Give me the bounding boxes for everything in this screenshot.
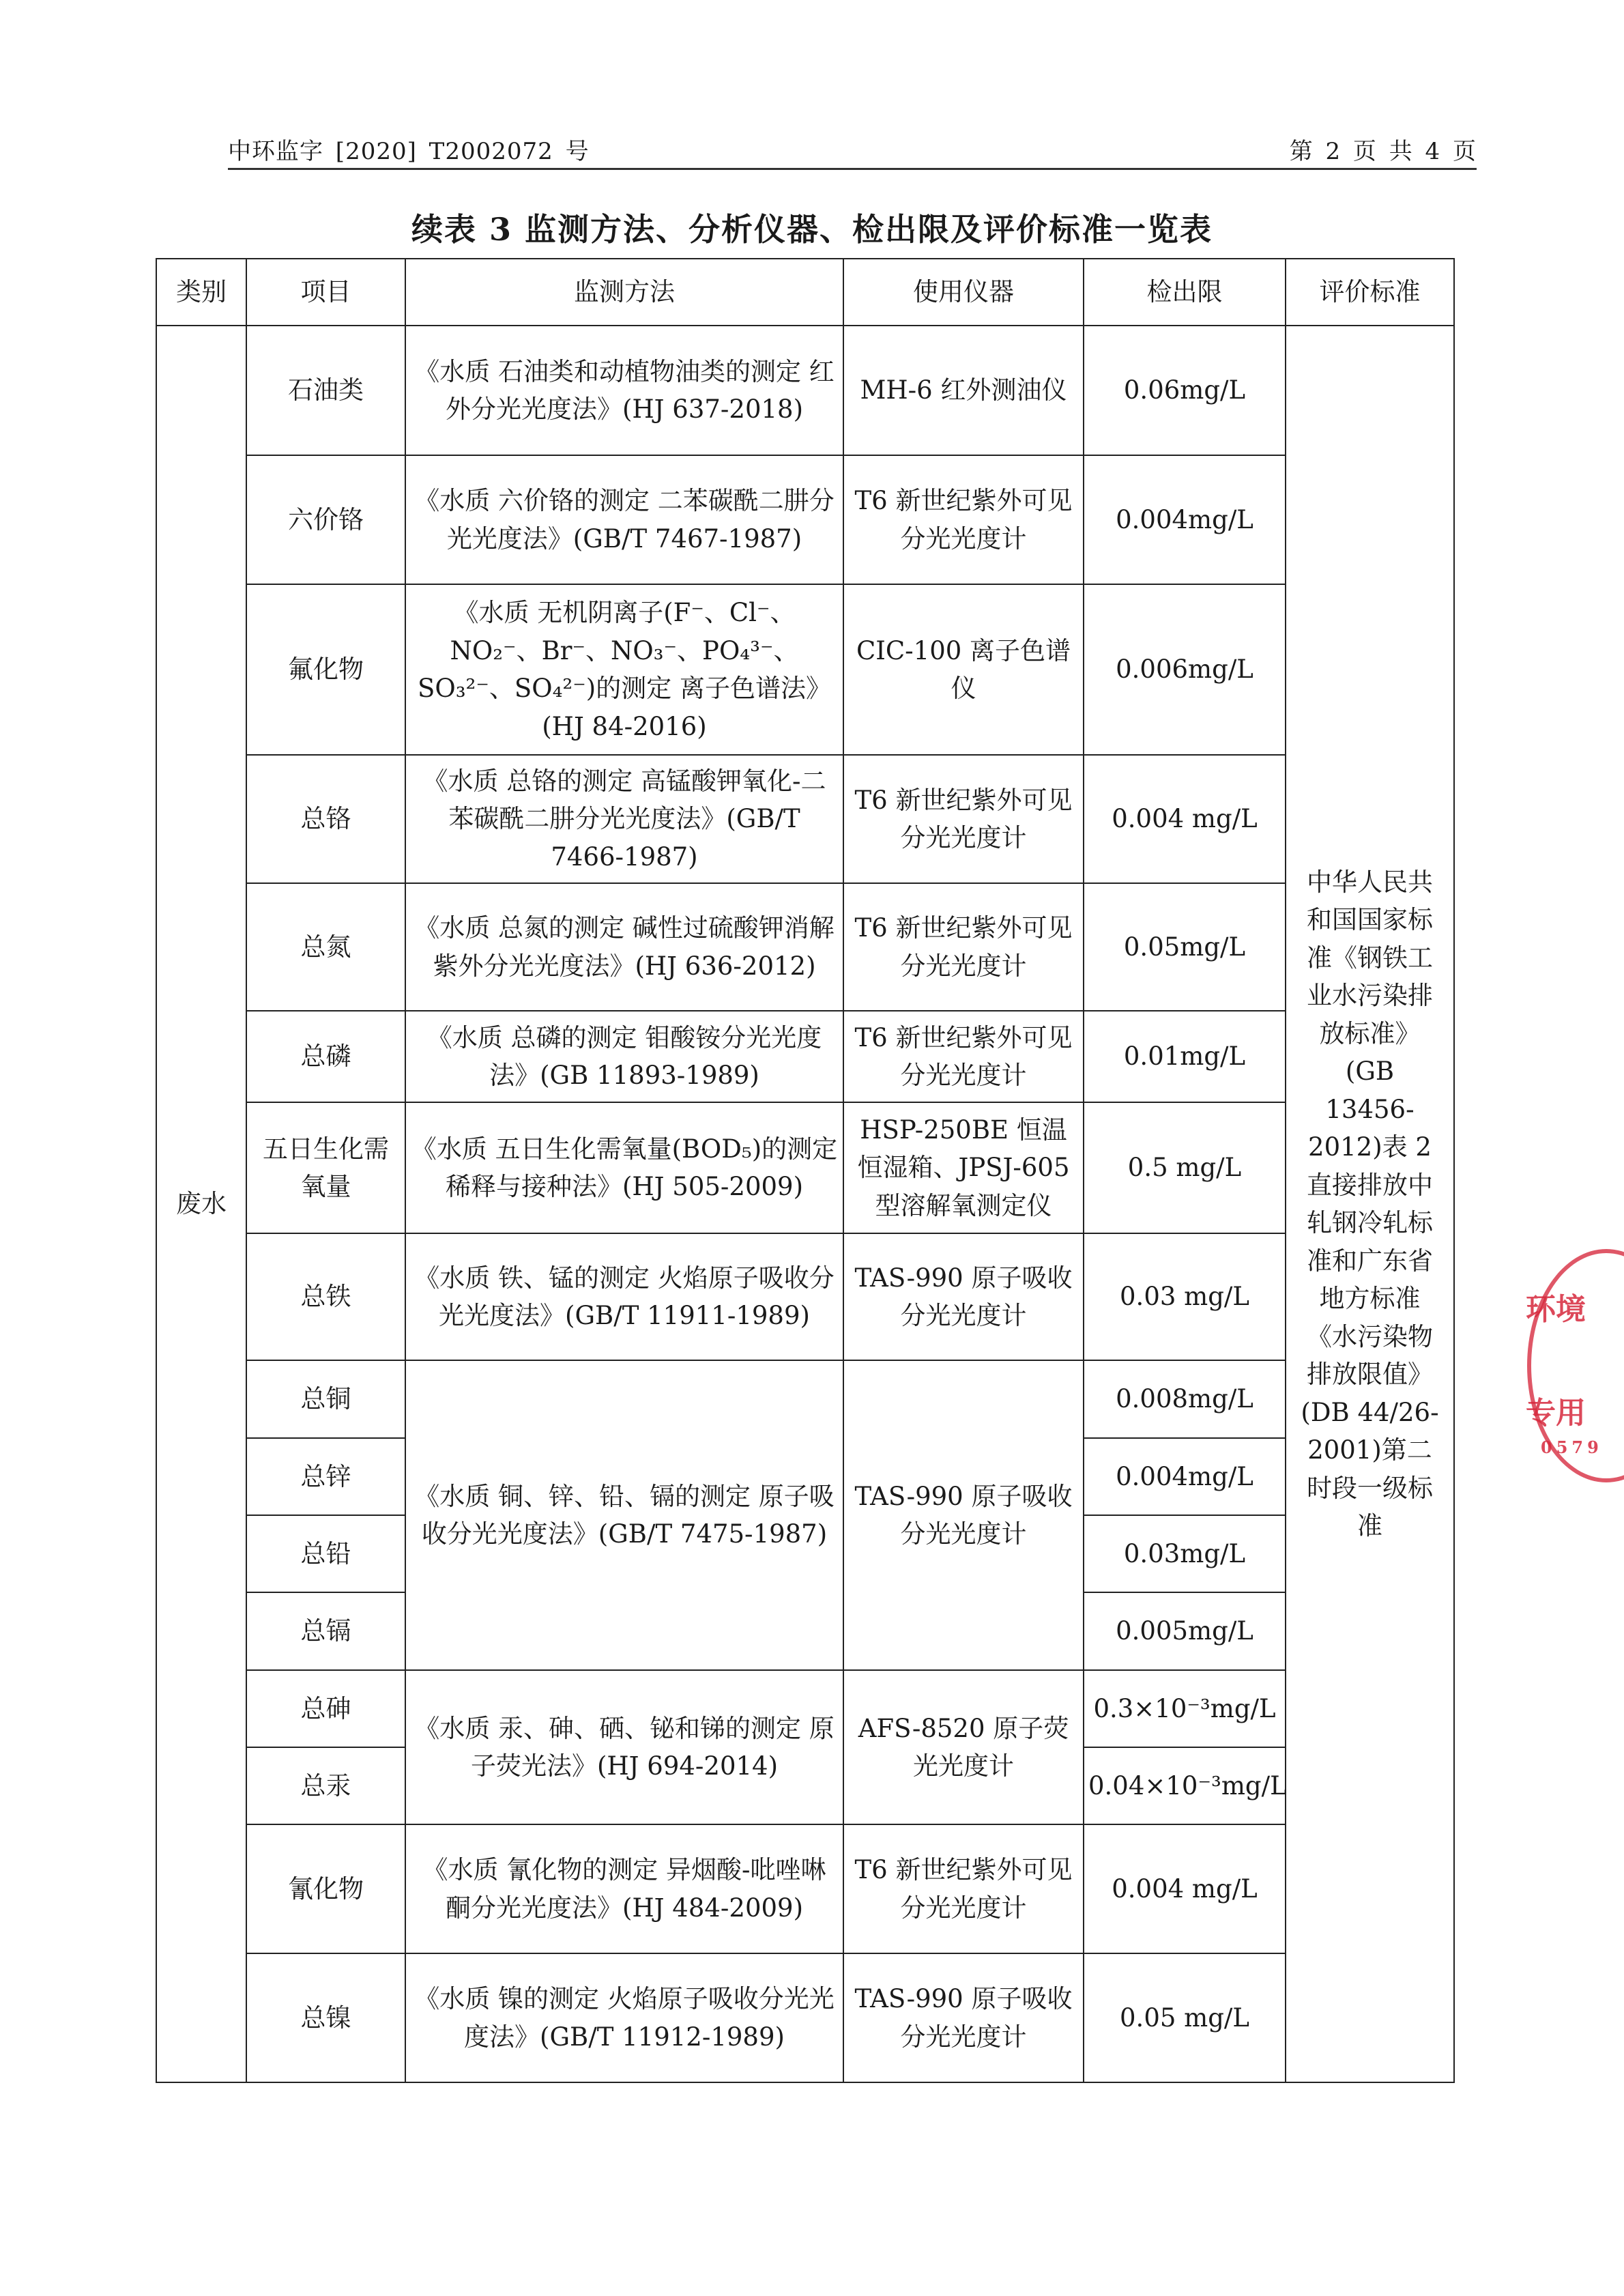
col-method: 监测方法 (405, 259, 843, 326)
item-cell: 总砷 (246, 1670, 405, 1747)
page-header (228, 130, 1477, 170)
method-cell: 《水质 铜、锌、铅、镉的测定 原子吸收分光光度法》(GB/T 7475-1987) (405, 1360, 843, 1670)
instrument-cell: T6 新世纪紫外可见分光光度计 (843, 755, 1084, 883)
instrument-cell: T6 新世纪紫外可见分光光度计 (843, 455, 1084, 584)
item-cell: 总铅 (246, 1515, 405, 1592)
table-row (156, 1953, 1454, 2082)
instrument-cell: MH-6 红外测油仪 (843, 326, 1084, 455)
stamp-text-middle: 专用 (1526, 1396, 1586, 1431)
instrument-cell: T6 新世纪紫外可见分光光度计 (843, 1824, 1084, 1953)
col-instrument: 使用仪器 (843, 259, 1084, 326)
limit-cell: 0.004 mg/L (1084, 755, 1286, 883)
limit-cell: 0.01mg/L (1084, 1011, 1286, 1102)
stamp-text-top: 环境 (1526, 1292, 1586, 1327)
limit-cell: 0.008mg/L (1084, 1360, 1286, 1438)
instrument-cell: TAS-990 原子吸收分光光度计 (843, 1953, 1084, 2082)
limit-cell: 0.004mg/L (1084, 1438, 1286, 1515)
instrument-cell: CIC-100 离子色谱仪 (843, 584, 1084, 755)
report-number: 中环监字 [2020] T2002072 号 (228, 138, 590, 165)
method-cell: 《水质 总铬的测定 高锰酸钾氧化-二苯碳酰二肼分光光度法》(GB/T 7466-1987) (405, 755, 843, 883)
item-cell: 氰化物 (246, 1824, 405, 1953)
table-title: 续表 3 监测方法、分析仪器、检出限及评价标准一览表 (411, 211, 1213, 248)
official-seal-stamp (1527, 1249, 1624, 1482)
method-cell: 《水质 无机阴离子(F⁻、Cl⁻、NO₂⁻、Br⁻、NO₃⁻、PO₄³⁻、SO₃²⁻、SO₄²⁻)的测定 离子色谱法》(HJ 84-2016) (405, 584, 843, 755)
category-cell: 废水 (156, 326, 246, 2082)
item-cell: 六价铬 (246, 455, 405, 584)
limit-cell: 0.04×10⁻³mg/L (1084, 1747, 1286, 1824)
method-cell: 《水质 六价铬的测定 二苯碳酰二肼分光光度法》(GB/T 7467-1987) (405, 455, 843, 584)
item-cell: 总汞 (246, 1747, 405, 1824)
limit-cell: 0.06mg/L (1084, 326, 1286, 455)
instrument-cell: HSP-250BE 恒温恒湿箱、JPSJ-605 型溶解氧测定仪 (843, 1102, 1084, 1233)
table-row (156, 1670, 1454, 1747)
limit-cell: 0.05mg/L (1084, 883, 1286, 1011)
col-item: 项目 (246, 259, 405, 326)
stamp-text-number: 0579 (1541, 1437, 1603, 1457)
method-cell: 《水质 镍的测定 火焰原子吸收分光光度法》(GB/T 11912-1989) (405, 1953, 843, 2082)
instrument-cell: AFS-8520 原子荧光光度计 (843, 1670, 1084, 1824)
table-header-row (156, 259, 1454, 326)
method-cell: 《水质 铁、锰的测定 火焰原子吸收分光光度法》(GB/T 11911-1989) (405, 1233, 843, 1360)
monitoring-methods-table (156, 258, 1455, 2083)
limit-cell: 0.05 mg/L (1084, 1953, 1286, 2082)
table-row (156, 883, 1454, 1011)
method-cell: 《水质 石油类和动植物油类的测定 红外分光光度法》(HJ 637-2018) (405, 326, 843, 455)
item-cell: 总铁 (246, 1233, 405, 1360)
table-row (156, 1102, 1454, 1233)
method-cell: 《水质 总氮的测定 碱性过硫酸钾消解紫外分光光度法》(HJ 636-2012) (405, 883, 843, 1011)
limit-cell: 0.03 mg/L (1084, 1233, 1286, 1360)
method-cell: 《水质 五日生化需氧量(BOD₅)的测定 稀释与接种法》(HJ 505-2009) (405, 1102, 843, 1233)
table-row (156, 1824, 1454, 1953)
item-cell: 总镉 (246, 1592, 405, 1670)
limit-cell: 0.005mg/L (1084, 1592, 1286, 1670)
limit-cell: 0.5 mg/L (1084, 1102, 1286, 1233)
method-cell: 《水质 汞、砷、硒、铋和锑的测定 原子荧光法》(HJ 694-2014) (405, 1670, 843, 1824)
limit-cell: 0.004mg/L (1084, 455, 1286, 584)
item-cell: 总镍 (246, 1953, 405, 2082)
table-row (156, 1233, 1454, 1360)
table-row (156, 1011, 1454, 1102)
method-cell: 《水质 氰化物的测定 异烟酸-吡唑啉酮分光光度法》(HJ 484-2009) (405, 1824, 843, 1953)
table-row (156, 755, 1454, 883)
table-row (156, 455, 1454, 584)
standard-cell: 中华人民共和国国家标准《钢铁工业水污染排放标准》(GB 13456-2012)表 2 直接排放中轧钢冷轧标准和广东省地方标准《水污染物排放限值》(DB 44/26-2001)第二时段一级标准 (1286, 326, 1454, 2082)
method-cell: 《水质 总磷的测定 钼酸铵分光光度法》(GB 11893-1989) (405, 1011, 843, 1102)
item-cell: 总铬 (246, 755, 405, 883)
instrument-cell: TAS-990 原子吸收分光光度计 (843, 1360, 1084, 1670)
item-cell: 五日生化需氧量 (246, 1102, 405, 1233)
col-limit: 检出限 (1084, 259, 1286, 326)
item-cell: 总磷 (246, 1011, 405, 1102)
item-cell: 总氮 (246, 883, 405, 1011)
limit-cell: 0.004 mg/L (1084, 1824, 1286, 1953)
limit-cell: 0.3×10⁻³mg/L (1084, 1670, 1286, 1747)
page-number: 第 2 页 共 4 页 (1289, 138, 1477, 165)
instrument-cell: T6 新世纪紫外可见分光光度计 (843, 1011, 1084, 1102)
table-row (156, 326, 1454, 455)
limit-cell: 0.006mg/L (1084, 584, 1286, 755)
instrument-cell: T6 新世纪紫外可见分光光度计 (843, 883, 1084, 1011)
col-standard: 评价标准 (1286, 259, 1454, 326)
item-cell: 总锌 (246, 1438, 405, 1515)
col-category: 类别 (156, 259, 246, 326)
table-row (156, 584, 1454, 755)
item-cell: 总铜 (246, 1360, 405, 1438)
item-cell: 石油类 (246, 326, 405, 455)
limit-cell: 0.03mg/L (1084, 1515, 1286, 1592)
item-cell: 氟化物 (246, 584, 405, 755)
instrument-cell: TAS-990 原子吸收分光光度计 (843, 1233, 1084, 1360)
table-row (156, 1360, 1454, 1438)
